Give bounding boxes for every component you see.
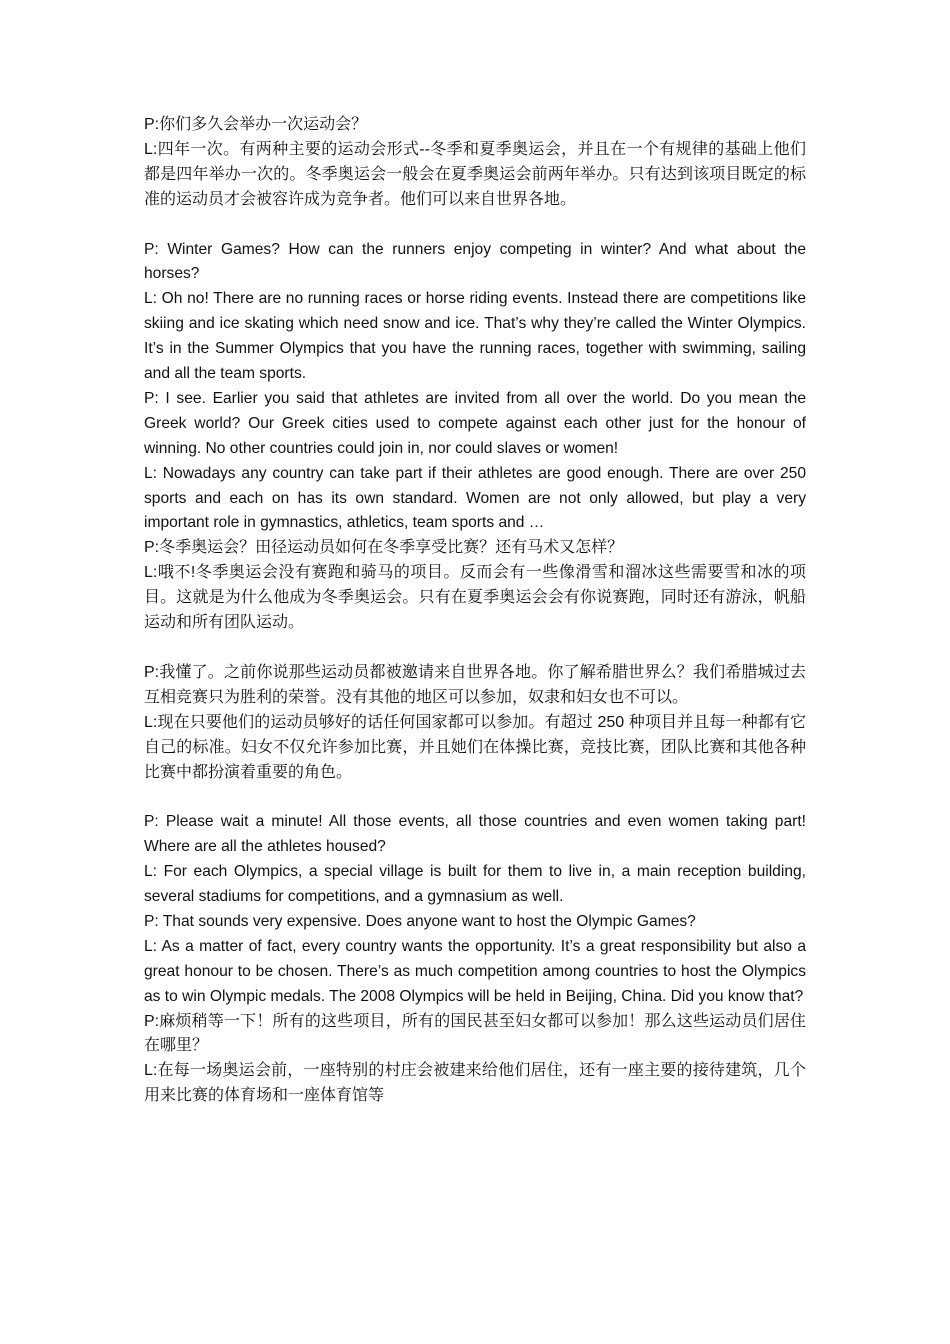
dialogue-paragraph: P:你们多久会举办一次运动会？ — [144, 116, 368, 133]
dialogue-paragraph: L: Oh no! There are no running races or horse riding events. Instead there are competitions like skiing and ice skating which need snow and ice. That’s why they’re called the Winter Olympics. It’s in the Summer Olympics that you have the running races, together with swimming, sailing and all the team sports. — [144, 290, 806, 383]
dialogue-paragraph: L:现在只要他们的运动员够好的话任何国家都可以参加。有超过 250 种项目并且每一种都有它自己的标准。妇女不仅允许参加比赛，并且她们在体操比赛，竞技比赛，团队比赛和其他各种比赛中都扮演着重要的角色。 — [144, 713, 806, 781]
dialogue-paragraph: P: That sounds very expensive. Does anyone want to host the Olympic Games? — [144, 912, 696, 930]
dialogue-paragraph: P: Please wait a minute! All those events, all those countries and even women taking part! Where are all the athletes housed? — [144, 813, 806, 856]
dialogue-paragraph: L: For each Olympics, a special village is built for them to live in, a main reception building, several stadiums for competitions, and a gymnasium as well. — [144, 863, 806, 906]
paragraph-gap — [144, 636, 806, 661]
paragraph-gap — [144, 213, 806, 238]
dialogue-paragraph: L:哦不!冬季奥运会没有赛跑和骑马的项目。反而会有一些像滑雪和溜冰这些需要雪和冰的项目。这就是为什么他成为冬季奥运会。只有在夏季奥运会会有你说赛跑，同时还有游泳，帆船运动和所有团队运动。 — [144, 564, 806, 632]
dialogue-paragraph: L: Nowadays any country can take part if their athletes are good enough. There are over 250 sports and each on has its own standard. Women are not only allowed, but play a very important role in gymnastics, athletics, team sports and … — [144, 464, 806, 532]
dialogue-paragraph: P:我懂了。之前你说那些运动员都被邀请来自世界各地。你了解希腊世界么？我们希腊城过去互相竞赛只为胜利的荣誉。没有其他的地区可以参加，奴隶和妇女也不可以。 — [144, 663, 806, 706]
dialogue-paragraph: P: I see. Earlier you said that athletes are invited from all over the world. Do you mean the Greek world? Our Greek cities used to compete against each other just for the honour of winning. No other countries could join in, nor could slaves or women! — [144, 389, 806, 457]
dialogue-paragraph: P:冬季奥运会？田径运动员如何在冬季享受比赛？还有马术又怎样？ — [144, 539, 624, 557]
dialogue-paragraph: L: As a matter of fact, every country wants the opportunity. It’s a great responsibility but also a great honour to be chosen. There’s as much competition among countries to host the Olympics as to win Olympic medals. The 2008 Olympics will be held in Beijing, China. Did you know that? — [144, 937, 806, 1005]
dialogue-paragraph: L:四年一次。有两种主要的运动会形式--冬季和夏季奥运会，并且在一个有规律的基础上他们都是四年举办一次的。冬季奥运会一般会在夏季奥运会前两年举办。只有达到该项目既定的标准的运动员才会被容许成为竞争者。他们可以来自世界各地。 — [144, 140, 806, 208]
paragraph-gap — [144, 785, 806, 810]
dialogue-paragraph: P:麻烦稍等一下！所有的这些项目，所有的国民甚至妇女都可以参加！那么这些运动员们居住在哪里？ — [144, 1012, 806, 1055]
dialogue-paragraph: L:在每一场奥运会前，一座特别的村庄会被建来给他们居住，还有一座主要的接待建筑，几个用来比赛的体育场和一座体育馆等 — [144, 1062, 806, 1105]
dialogue-paragraph: P: Winter Games? How can the runners enjoy competing in winter? And what about the horses? — [144, 240, 806, 283]
document-page — [144, 113, 806, 1109]
